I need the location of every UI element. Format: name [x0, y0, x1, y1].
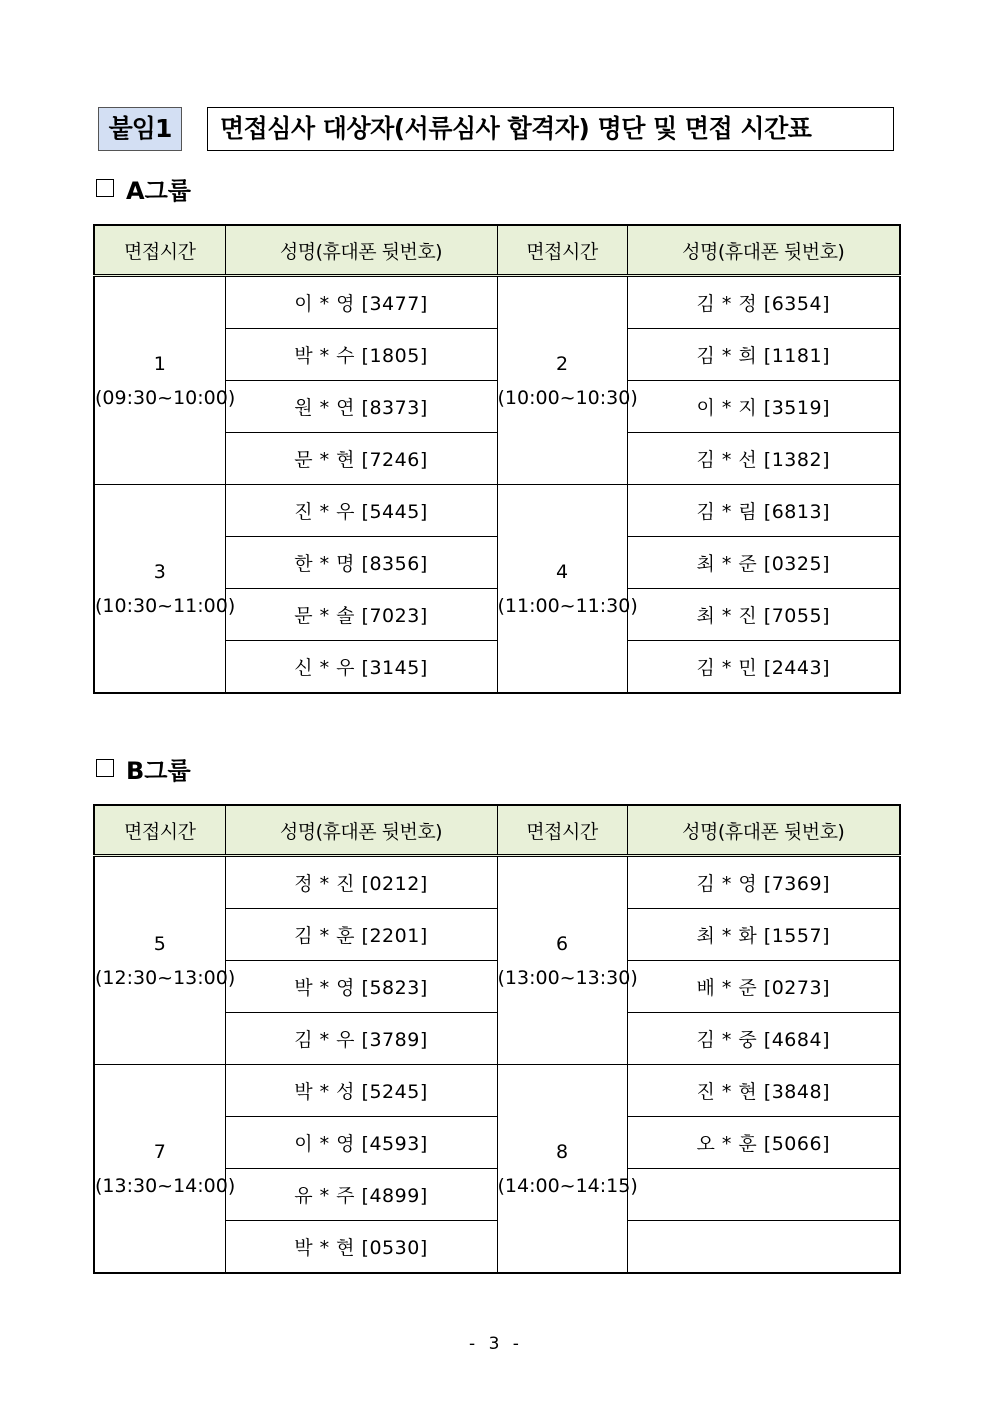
group-a-table — [93, 224, 901, 694]
slot-number: 2 — [555, 352, 569, 375]
slot-number: 8 — [555, 1140, 569, 1163]
candidate-name: 문 * 현 [7246] — [225, 433, 497, 485]
candidate-name: 한 * 명 [8356] — [225, 537, 497, 589]
candidate-name: 이 * 영 [4593] — [225, 1117, 497, 1169]
slot-time: (09:30~10:00) — [95, 386, 236, 409]
slot-number: 3 — [153, 560, 166, 583]
candidate-name: 원 * 연 [8373] — [225, 381, 497, 433]
time-slot — [94, 1065, 236, 1274]
table-header-row — [94, 805, 900, 856]
slot-time: (13:00~13:30) — [497, 966, 638, 989]
table-row — [94, 276, 900, 329]
candidate-name: 김 * 중 [4684] — [627, 1013, 900, 1065]
candidate-name: 최 * 준 [0325] — [627, 537, 900, 589]
slot-number: 1 — [153, 352, 166, 375]
header-name: 성명(휴대폰 뒷번호) — [627, 225, 900, 276]
group-a-heading-label: A그룹 — [126, 176, 191, 205]
candidate-name-empty — [627, 1221, 900, 1274]
table-row — [94, 856, 900, 909]
time-slot — [497, 1065, 638, 1274]
time-slot — [497, 485, 638, 694]
slot-time: (12:30~13:00) — [95, 966, 236, 989]
candidate-name: 박 * 수 [1805] — [225, 329, 497, 381]
header-name: 성명(휴대폰 뒷번호) — [627, 805, 900, 856]
candidate-name: 김 * 림 [6813] — [627, 485, 900, 537]
checkbox-icon — [96, 759, 114, 777]
group-b-table — [93, 804, 901, 1274]
candidate-name: 김 * 민 [2443] — [627, 641, 900, 694]
page-number: - 3 - — [469, 1334, 523, 1354]
candidate-name: 김 * 우 [3789] — [225, 1013, 497, 1065]
candidate-name: 이 * 영 [3477] — [225, 276, 497, 329]
table-row — [94, 1065, 900, 1117]
table-header-row — [94, 225, 900, 276]
group-b-heading-label: B그룹 — [126, 756, 191, 785]
candidate-name: 배 * 준 [0273] — [627, 961, 900, 1013]
time-slot — [94, 276, 236, 485]
candidate-name: 최 * 진 [7055] — [627, 589, 900, 641]
candidate-name: 김 * 희 [1181] — [627, 329, 900, 381]
attachment-label: 붙임1 — [98, 107, 182, 151]
candidate-name: 최 * 화 [1557] — [627, 909, 900, 961]
table-row — [94, 485, 900, 537]
candidate-name: 박 * 현 [0530] — [225, 1221, 497, 1274]
candidate-name: 정 * 진 [0212] — [225, 856, 497, 909]
candidate-name: 김 * 영 [7369] — [627, 856, 900, 909]
candidate-name: 진 * 우 [5445] — [225, 485, 497, 537]
group-b-heading — [96, 752, 191, 784]
slot-time: (14:00~14:15) — [497, 1174, 638, 1197]
candidate-name: 진 * 현 [3848] — [627, 1065, 900, 1117]
candidate-name: 김 * 훈 [2201] — [225, 909, 497, 961]
slot-number: 4 — [555, 560, 569, 583]
group-a-heading — [96, 172, 191, 204]
slot-time: (13:30~14:00) — [95, 1174, 236, 1197]
header-time: 면접시간 — [497, 805, 627, 856]
slot-time: (10:30~11:00) — [95, 594, 236, 617]
candidate-name: 오 * 훈 [5066] — [627, 1117, 900, 1169]
slot-number: 7 — [153, 1140, 166, 1163]
header-name: 성명(휴대폰 뒷번호) — [225, 805, 497, 856]
slot-time: (11:00~11:30) — [497, 594, 638, 617]
candidate-name: 박 * 성 [5245] — [225, 1065, 497, 1117]
checkbox-icon — [96, 179, 114, 197]
candidate-name: 김 * 선 [1382] — [627, 433, 900, 485]
header-name: 성명(휴대폰 뒷번호) — [225, 225, 497, 276]
time-slot — [497, 856, 638, 1065]
time-slot — [94, 485, 236, 694]
time-slot — [94, 856, 236, 1065]
time-slot — [497, 276, 638, 485]
header-time: 면접시간 — [497, 225, 627, 276]
candidate-name-empty — [627, 1169, 900, 1221]
slot-time: (10:00~10:30) — [497, 386, 638, 409]
candidate-name: 박 * 영 [5823] — [225, 961, 497, 1013]
document-title: 면접심사 대상자(서류심사 합격자) 명단 및 면접 시간표 — [207, 107, 894, 151]
slot-number: 6 — [555, 932, 569, 955]
candidate-name: 이 * 지 [3519] — [627, 381, 900, 433]
slot-number: 5 — [153, 932, 166, 955]
header-time: 면접시간 — [94, 225, 225, 276]
candidate-name: 유 * 주 [4899] — [225, 1169, 497, 1221]
candidate-name: 김 * 정 [6354] — [627, 276, 900, 329]
candidate-name: 문 * 솔 [7023] — [225, 589, 497, 641]
header-time: 면접시간 — [94, 805, 225, 856]
candidate-name: 신 * 우 [3145] — [225, 641, 497, 694]
